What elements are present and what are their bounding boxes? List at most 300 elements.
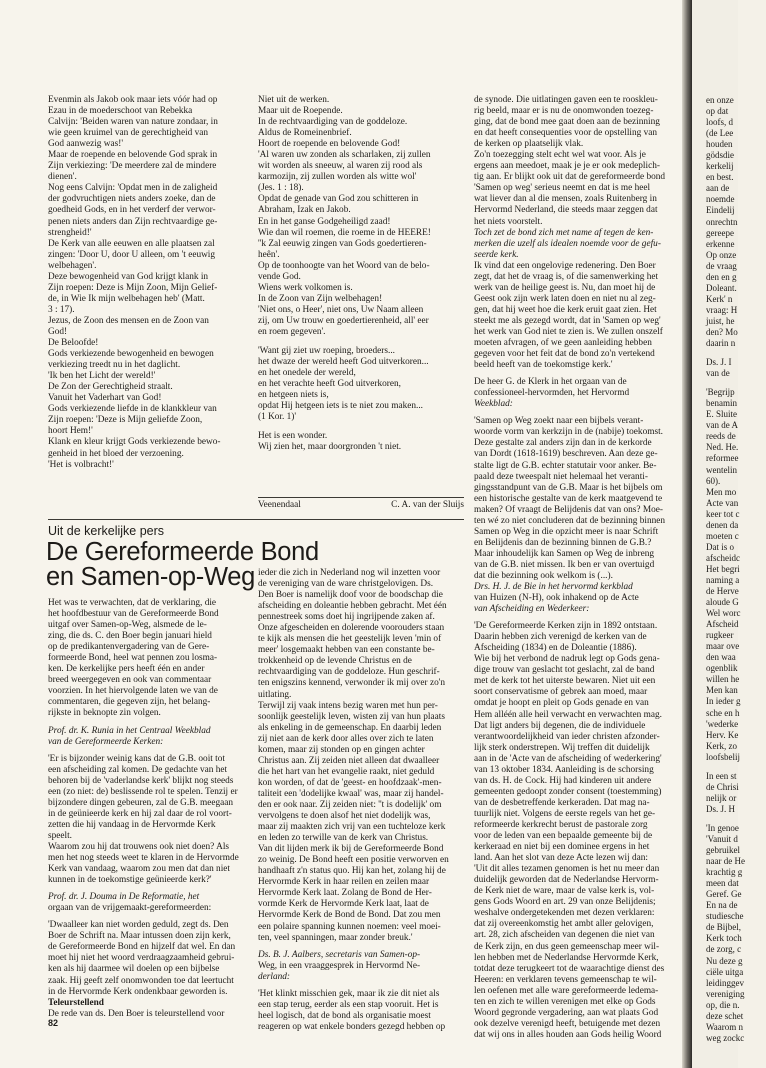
next-page-line: en best.: [706, 172, 734, 183]
text-line: Ds. B. J. Aalbers, secretaris van Samen-op-: [258, 949, 421, 960]
poem-line: In de rechtvaardiging van de goddeloze.: [258, 117, 408, 128]
text-line: de Gereformeerde Bond en hijzelf dat wel. En dan: [48, 942, 236, 953]
text-line: len hebben met de Nederlandse Hervormde Kerk,: [474, 952, 659, 963]
poem-line: Calvijn: 'Beiden waren van nature zondaar, in: [48, 117, 218, 128]
text-line: commentaren, die gegeven zijn, het belang-: [48, 697, 211, 708]
poem-line: De Zon der Gerechtigheid straalt.: [48, 382, 173, 393]
poem-line: Op de toonhoogte van het Woord van de belo-: [258, 260, 430, 271]
next-page-line: Waarom n: [706, 1021, 744, 1032]
text-line: reageren op wat enkele bonders gezegd hebben op: [258, 1021, 446, 1032]
text-line: Maar inhoudelijk kan Samen op Weg de inbreng: [474, 548, 655, 559]
next-page-line: juist, he: [706, 315, 735, 326]
text-line: het niets voorstelt.: [474, 216, 543, 227]
text-line: moeten afvragen, of we geen aanleiding hebben: [474, 338, 652, 349]
next-page-line: Ned. He.: [706, 442, 739, 453]
text-line: Afscheiding (1834) en de Doleantie (1886).: [474, 643, 637, 654]
poem-line: ''k Zal eeuwig zingen van Gods goedertieren-: [258, 238, 427, 249]
next-page-line: studiesche: [706, 911, 744, 922]
text-line: 'Er is bijzonder weinig kans dat de G.B. ooit tot: [48, 753, 225, 764]
next-page-line: willen he: [706, 674, 740, 685]
text-line: steekt me als gezegd wordt, dat in 'Samen op weg': [474, 315, 661, 326]
poem-line: wie geen kruimel van de gerechtigheid van: [48, 128, 209, 139]
text-line: Deze gestalte zal anders zijn dan in de kerkorde: [474, 438, 652, 449]
text-line: Weg, in een vraaggesprek in Hervormd Ne-: [258, 960, 421, 971]
poem-line: Aldus de Romeinenbrief.: [258, 128, 352, 139]
next-page-line: reeds de: [706, 431, 736, 442]
poem-line: (1 Kor. 1)': [258, 412, 297, 423]
next-page-line: [706, 763, 766, 771]
poem-line: 'Ik ben het Licht der wereld!': [48, 371, 156, 382]
text-line: lijk sterk onderstrepen. Wij treffen dit duidelijk: [474, 742, 650, 753]
poem-line: Vanuit het Vaderhart van God!: [48, 393, 162, 404]
headline-line-2: en Samen-op-Weg: [46, 563, 256, 591]
text-line: duidelijk geworden dat de Nederlandse Hervorm-: [474, 875, 659, 886]
text-line: voor de leden van een bepaalde gemeente bij de: [474, 831, 653, 842]
text-line: te kijk als mensen die het geestelijk leven 'min of: [258, 634, 442, 645]
text-line: de kerken op plaatselijk vlak.: [474, 139, 584, 150]
poem-line: Niet uit de werken.: [258, 95, 330, 105]
text-line: Christus aan. Zij zeiden niet alleen dat dwaalleer: [258, 755, 440, 766]
next-page-line: leidinggev: [706, 977, 744, 988]
poem-line: Opdat de genade van God zou schitteren in: [258, 194, 419, 205]
poem-line: Wie dan wil roemen, die roeme in de HEERE!: [258, 227, 431, 238]
text-line: van Huizen (N-H), ook inhakend op de Acte: [474, 593, 639, 604]
next-page-line: maar ove: [706, 641, 740, 652]
text-line: en Belijdenis dan de bezinning binnen de G.B.?: [474, 537, 652, 548]
text-line: zetten die hij vandaag in de Hervormde Kerk: [48, 819, 216, 830]
next-page-line: Afscheid: [706, 619, 739, 630]
text-line: gen, dat hij weet hoe die kerk eruit gaat zien. Het: [474, 304, 657, 315]
text-line: vormde Kerk de Hervormde Kerk laat, laat de: [258, 899, 429, 910]
text-line: Hervormde Kerk de Bond de Bond. Dat zou men: [258, 910, 441, 921]
text-line: van de G.B. niet missen. Ik ben er van overtuigd: [474, 559, 655, 570]
text-line: Drs. H. J. de Bie in het hervormd kerkblad: [474, 582, 633, 593]
text-line: van Afscheiding en Wederkeer:: [474, 604, 590, 615]
text-line: Prof. dr. K. Runia in het Centraal Weekblad: [48, 725, 211, 736]
next-page-line: noemde: [706, 194, 735, 205]
text-line: beeld heeft van de toekomstige kerk.': [474, 360, 613, 371]
next-page-line: Op onze: [706, 249, 737, 260]
next-page-line: [706, 815, 766, 823]
next-page-line: erkenne: [706, 238, 735, 249]
next-page-line: 'wederke: [706, 718, 739, 729]
text-line: en leden zo terwille van de kerk van Christus.: [258, 833, 429, 844]
text-line: art. 28, zich afscheiden van degenen die niet van: [474, 930, 655, 941]
text-line: ken als hij daarmee wil doelen op een bijbelse: [48, 964, 220, 975]
text-line: de Kerk niet de ware, maar de valse kerk is, vol-: [474, 886, 655, 897]
headline-line-1: De Gereformeerde Bond: [46, 538, 319, 566]
next-page-line: deze schet: [706, 1010, 744, 1021]
text-line: dat wij ons in alles houden aan Gods heilig Woord: [474, 1029, 662, 1040]
text-line: wat liever dan al die mensen, zoals Ruitenberg in: [474, 194, 657, 205]
next-page-line: Kerk, zo: [706, 740, 737, 751]
next-page-line: kerkelij: [706, 161, 734, 172]
text-line: paald deze tweespalt niet helemaal het veranti-: [474, 471, 648, 482]
text-line: uitlating.: [258, 689, 292, 700]
article-column-middle: [258, 568, 464, 1033]
poem-line: en het verachte heeft God uitverkoren,: [258, 379, 402, 390]
poem-signoff: [258, 500, 464, 511]
poem-line: genheid in het bloed der verzoening.: [48, 448, 184, 459]
next-page-line: vereniging: [706, 988, 745, 999]
poem-line: goedheid Gods, en in het verderf der verwor-: [48, 205, 216, 216]
text-line: dat die bezinning ook welkom is (...).: [474, 570, 613, 581]
next-page-line: Het begri: [706, 563, 740, 574]
next-page-line: daarin n: [706, 338, 736, 349]
poem-line: In de Zoon van Zijn welbehagen!: [258, 293, 383, 304]
poem-line: Zijn verkiezing: 'De meerdere zal de mindere: [48, 161, 217, 172]
text-line: totdat deze terugkeert tot de waarachtige dienst des: [474, 963, 665, 974]
text-line: kunnen in de toekomstige geünieerde kerk?': [48, 875, 212, 886]
text-line: de vereniging van de ware christgelovigen. Ds.: [258, 579, 434, 590]
poem-line: 'Niet ons, o Heer', niet ons, Uw Naam alleen: [258, 304, 424, 315]
next-page-line: ogenblik: [706, 663, 738, 674]
text-line: Teleurstellend: [48, 997, 104, 1008]
next-page-line: In een st: [706, 770, 737, 781]
text-line: het werk van God niet te zien is. We zullen onszelf: [474, 326, 663, 337]
text-line: van de Gereformeerde Kerken:: [48, 736, 164, 747]
next-page-line: gebruikel: [706, 845, 740, 856]
text-line: heel logisch, dat de bond als organisatie moest: [258, 1010, 431, 1021]
poem-line: Deze bewogenheid van God krijgt klank in: [48, 271, 209, 282]
next-page-line: Doleant.: [706, 282, 737, 293]
next-page-line: In ieder g: [706, 696, 741, 707]
text-line: als enkeling in de gemeenschap. En daarbij leden: [258, 722, 442, 733]
next-page-line: de vraag: [706, 260, 737, 271]
text-line: rechtvaardiging van de goddeloze. Hun geschrif-: [258, 667, 440, 678]
text-line: trokkenheid op de levende Christus en de: [258, 656, 412, 667]
text-line: een afscheiding zal komen. De gedachte van het: [48, 764, 228, 775]
text-line: den er ook naar. Zij zeiden niet: ''t is dodelijk' om: [258, 799, 442, 810]
text-line: handhaaft z'n status quo. Hij kan het, zolang hij de: [258, 866, 446, 877]
next-page-line: naming a: [706, 574, 740, 585]
text-line: van 13 oktober 1834. Aanleiding is de schorsing: [474, 764, 654, 775]
next-page-line: aloude G: [706, 597, 739, 608]
poem-line: Gods verkiezende liefde in de klankkleur van: [48, 404, 217, 415]
text-line: afscheiding en doleantie hebben gebracht. Met één: [258, 601, 447, 612]
text-line: seerde kerk.: [474, 249, 519, 260]
text-line: ging, dat de bond mee gaat doen aan de bezinning: [474, 117, 660, 128]
next-page-line: moeten c: [706, 530, 739, 541]
text-line: De heer G. de Klerk in het orgaan van de: [474, 377, 627, 388]
poem-line: Zijn roepen: 'Deze is Mijn geliefde Zoon,: [48, 415, 203, 426]
text-line: ten, veel spanningen, maar zonder breuk.': [258, 932, 413, 943]
text-line: maken? Of vraagt de Belijdenis dat van ons? Moe-: [474, 504, 663, 515]
text-line: zij niet aan de kerk door alles over zich te laten: [258, 733, 434, 744]
next-page-edge: [692, 0, 745, 1068]
next-page-line: weg zockc: [706, 1032, 745, 1043]
text-line: weshalve ondergetekenden met dezen verklaren:: [474, 908, 655, 919]
text-line: een stap terug, eerder als een stap vooruit. Het is: [258, 999, 439, 1010]
text-line: werk van de heilige geest is. Nu, dan moet hij de: [474, 282, 656, 293]
text-line: moet hij niet het woord verdraagzaamheid gebrui-: [48, 953, 235, 964]
next-page-column: [706, 95, 766, 1044]
text-line: len oefenen met alle ware gereformeerde ledema-: [474, 985, 659, 996]
text-line: rig beeld, maar er is nu de onomwonden toezeg-: [474, 106, 654, 117]
poem-line: Maar de roepende en belovende God sprak in: [48, 150, 218, 161]
poem-line: Abraham, Izak en Jakob.: [258, 205, 351, 216]
text-line: ten wé zo niet concluderen dat de bezinning binnen: [474, 515, 666, 526]
next-page-line: loofs, d: [706, 117, 733, 128]
next-page-line: van de A: [706, 420, 738, 431]
text-line: Heeren: en verklaren tevens gemeenschap te wil-: [474, 974, 657, 985]
text-line: Boer de Schrift na. Maar intussen doen zijn kerk,: [48, 931, 231, 942]
next-page-line: denen da: [706, 519, 739, 530]
poem-line: Hoort de roepende en belovende God!: [258, 139, 401, 150]
next-page-line: keer tot c: [706, 508, 740, 519]
text-line: merken die uzelf als idealen noemde voor de gefu-: [474, 238, 661, 249]
text-line: orgaan van de vrijgemaakt-gereformeerden:: [48, 903, 212, 914]
text-line: Het was te verwachten, dat de verklaring, die: [48, 598, 217, 608]
next-page-line: de Herve: [706, 586, 739, 597]
next-page-line: 'In genoe: [706, 822, 739, 833]
text-line: een polaire spanning kunnen noemen: veel moei-: [258, 921, 441, 932]
text-line: in de geünieerde kerk en hij zal daar de rol voort-: [48, 808, 232, 819]
next-page-line: op dat: [706, 106, 729, 117]
text-line: op de predikantenvergadering van de Gere-: [48, 642, 210, 653]
poem-line: zingen: 'Door U, door U alleen, om 't eeuwig: [48, 249, 216, 260]
text-line: ten enigszins kennend, verwonder ik mij over zo'n: [258, 678, 446, 689]
next-page-line: gödsdie: [706, 150, 734, 161]
text-line: van de desbetreffende kerkeraden. Dat mag na-: [474, 797, 650, 808]
next-page-line: den waa: [706, 652, 736, 663]
next-page-line: van de: [706, 368, 730, 379]
text-line: Dat ligt anders bij degenen, die de individuele: [474, 720, 646, 731]
text-line: Terwijl zij vaak intens bezig waren met hun per-: [258, 700, 438, 711]
text-line: De rede van ds. Den Boer is teleurstellend voor: [48, 1008, 225, 1019]
text-line: Ik vind dat een ongelovige redenering. Den Boer: [474, 260, 656, 271]
poem-line: dienen'.: [48, 172, 77, 183]
poem-line: 'Al waren uw zonden als scharlaken, zij zullen: [258, 150, 431, 161]
poem-line: Nog eens Calvijn: 'Opdat men in de zaligheid: [48, 183, 218, 194]
poem-line: Ezau in de moederschoot van Rebekka: [48, 106, 193, 117]
text-line: 'Het klinkt misschien gek, maar ik zie dit niet als: [258, 988, 440, 999]
text-line: Wie bij het verbond de nadruk legt op Gods gena-: [474, 654, 660, 665]
poem-line: De Kerk van alle eeuwen en alle plaatsen zal: [48, 238, 215, 249]
next-page-line: gereepe: [706, 227, 734, 238]
text-line: woorde vorm van kerkzijn in de (nabije) toekomst.: [474, 427, 663, 438]
text-line: derland:: [258, 971, 291, 982]
text-line: Hervormde Kerk in haar reilen en zeilen maar: [258, 877, 430, 888]
next-page-line: Wel worc: [706, 608, 741, 619]
next-page-line: houden: [706, 139, 733, 150]
text-line: gens Gods Woord en art. 29 van onze Belijdenis;: [474, 897, 656, 908]
next-page-line: de Bijbel,: [706, 922, 741, 933]
poem-line: Evenmin als Jakob ook maar iets vóór had op: [48, 95, 218, 105]
next-page-line: meen dat: [706, 878, 739, 889]
text-line: van ds. H. de Cock. Hij had kinderen uit andere: [474, 775, 652, 786]
poem-line: en hetgeen niets is,: [258, 390, 329, 401]
poem-line: verkiezing treedt nu in het daglicht.: [48, 360, 181, 371]
next-page-line: loofsbelij: [706, 751, 740, 762]
text-line: gingsstandpunt van de G.B. Maar is het bijbels om: [474, 482, 663, 493]
poem-line: welbehagen'.: [48, 260, 97, 271]
next-page-line: sche en h: [706, 707, 740, 718]
poem-line: 'Het is volbracht!': [48, 459, 114, 470]
text-line: 'Dwaalleer kan niet worden geduld, zegt ds. Den: [48, 920, 229, 931]
text-line: Onze afgescheiden en dolerende voorouders staan: [258, 623, 445, 634]
text-line: vervolgens te doen alsof het niet dodelijk was,: [258, 811, 431, 822]
next-page-line: den? Mo: [706, 326, 738, 337]
article-column-right: [474, 95, 680, 1041]
text-line: in de Hervormde Kerk ondenkbaar geworden is.: [48, 986, 228, 997]
next-page-line: Ds. J. H: [706, 803, 736, 814]
page-number: 82: [48, 1018, 59, 1028]
text-line: behoren bij de 'vaderlandse kerk' blijkt nog steeds: [48, 775, 234, 786]
next-page-line: de Chrisi: [706, 781, 739, 792]
text-line: formeerde Bond, heel wat pennen zou losma-: [48, 653, 218, 664]
next-page-line: afscheidc: [706, 552, 740, 563]
poem-line: het dwaze der wereld heeft God uitverkoren...: [258, 357, 429, 368]
text-line: omdat je hoopt en pleit op Gods genade en van: [474, 698, 649, 709]
next-page-line: ciële uitga: [706, 966, 744, 977]
text-line: ten en zich te willen verenigen met elke op Gods: [474, 996, 656, 1007]
poem-line: wit worden als sneeuw, al waren zij rood als: [258, 161, 423, 172]
text-line: gemeenten gedoopt zonder consent (toestemming): [474, 786, 662, 797]
text-line: Daarin hebben zich verenigd de kerken van de: [474, 632, 647, 643]
text-line: met de kerk tot het uiterste bewaren. Niet uit een: [474, 676, 656, 687]
next-page-line: de zorg, c: [706, 944, 742, 955]
text-line: soonlijk geestelijk leven, wisten zij van hun plaats: [258, 711, 445, 722]
next-page-line: wentelin: [706, 464, 737, 475]
text-line: Hem alléén alle heil verwacht en verwachten mag.: [474, 709, 662, 720]
poem-line: Maar uit de Roepende.: [258, 106, 343, 117]
next-page-line: benamin: [706, 398, 737, 409]
next-page-line: Eindelij: [706, 205, 735, 216]
poem-line: God aanwezig was!': [48, 139, 123, 150]
poem-line: der godvruchtigen niets anders zoeke, dan de: [48, 194, 216, 205]
text-line: meer' losgemaakt hebben van een constante be-: [258, 645, 435, 656]
text-line: Hervormd Nederland, die steeds maar zeggen dat: [474, 205, 658, 216]
text-line: Woord gegronde vergadering, aan wat plaats God: [474, 1007, 659, 1018]
poem-line: Klank en kleur krijgt Gods verkiezende bewo-: [48, 437, 221, 448]
text-line: zaak. Hij geeft zelf onomwonden toe dat leertucht: [48, 975, 234, 986]
next-page-line: 'Begrijp: [706, 387, 735, 398]
poem-line: De Beloofde!: [48, 338, 99, 349]
poem-line: Zijn roepen: Deze is Mijn Zoon, Mijn Gelief-: [48, 282, 218, 293]
signoff-rule: [258, 497, 464, 498]
text-line: aan in de 'Acte van de afscheiding of wederkering': [474, 753, 662, 764]
text-line: 'Samen op weg' serieus neemt en dat is me heel: [474, 183, 651, 194]
text-line: ken. De kerkelijke pers heeft één en ander: [48, 664, 205, 675]
poem-line: 'Want gij ziet uw roeping, broeders...: [258, 346, 395, 357]
poem-line: opdat Hij hetgeen iets is te niet zou maken...: [258, 401, 423, 412]
text-line: dige trouw van geslacht tot geslacht, zal de band: [474, 665, 655, 676]
text-line: Hervormde Kerk laat. Zolang de Bond de Her-: [258, 888, 432, 899]
next-page-line: Herv. Ke: [706, 729, 739, 740]
text-line: Geest ook zijn werk laten doen en niet nu al zeg-: [474, 293, 656, 304]
text-line: Kerk van vandaag, waarom zou men dat dan niet: [48, 864, 230, 875]
next-page-line: Geref. Ge: [706, 889, 742, 900]
next-page-line: Ds. J. I: [706, 357, 732, 368]
text-line: Toch zet de bond zich met name af tegen de ken-: [474, 227, 654, 238]
next-page-line: Nu deze g: [706, 955, 743, 966]
text-line: de synode. Die uitlatingen gaven een te rooskleu-: [474, 95, 658, 105]
text-line: het hoofdbestuur van de Gereformeerde Bond: [48, 609, 219, 620]
poem-line: hoort Hem!': [48, 426, 93, 437]
text-line: ieder die zich in Nederland nog wil inzetten voor: [258, 568, 441, 578]
next-page-line: (de Lee: [706, 128, 734, 139]
text-line: uitgaf over Samen-op-Weg, alsmede de le-: [48, 620, 207, 631]
text-line: zegt, dat het de vraag is, of die samenwerking het: [474, 271, 659, 282]
poem-line: En in het ganse Godgeheiligd zaad!: [258, 216, 391, 227]
text-line: de Kerk zijn, en dus geen gemeenschap meer wil-: [474, 941, 660, 952]
poem-line: de, in Wie Ik mijn welbehagen heb' (Matt.: [48, 293, 205, 304]
next-page-line: nelijk or: [706, 792, 737, 803]
next-page-line: naar de He: [706, 856, 745, 867]
text-line: 'De Gereformeerde Kerken zijn in 1892 ontstaan.: [474, 621, 658, 632]
poem-line: karmozijn, zij zullen worden als witte wol': [258, 172, 417, 183]
text-line: Zo'n toezegging stelt echt wel wat voor. Als je: [474, 150, 646, 161]
text-line: soort conservatisme of gebrek aan moed, maar: [474, 687, 648, 698]
text-line: Waarom zou hij dat trouwens ook niet doen? Als: [48, 841, 230, 852]
next-page-line: reformee: [706, 453, 739, 464]
book-gutter: [682, 0, 692, 1068]
text-line: 'Samen op Weg zoekt naar een bijbels verant-: [474, 416, 644, 427]
text-line: Prof. dr. J. Douma in De Reformatie, het: [48, 892, 200, 903]
poem-line: Wiens werk volkomen is.: [258, 282, 353, 293]
poem-column-left: [48, 95, 248, 471]
text-line: men het nog steeds weet te klaren in de Hervormde: [48, 853, 239, 864]
next-page-line: vraag: H: [706, 304, 738, 315]
text-line: reformeerde kerkrecht berust de pastorale zorg: [474, 820, 648, 830]
next-page-line: op, die n.: [706, 999, 740, 1010]
text-line: breed weergegeven en ook van commentaar: [48, 675, 212, 686]
text-line: en dat heeft consequenties voor de opstelling van: [474, 128, 658, 139]
text-line: stalte ligt de G.B. echter statutair voor anker. Be-: [474, 460, 657, 471]
text-line: zo weinig. De Bond heeft een positie verworven en: [258, 855, 449, 866]
text-line: voorzien. In het hiervolgende laten we van de: [48, 686, 218, 697]
poem-column-middle: [258, 95, 464, 453]
poem-line: (Jes. 1 : 18).: [258, 183, 304, 194]
text-line: confessioneel-hervormden, het Hervormd: [474, 388, 630, 399]
poem-line: zij, om Uw trouw en goedertierenheid, all' eer: [258, 315, 429, 326]
signoff-place: Veenendaal: [258, 500, 301, 510]
next-page-line: 'Vanuit d: [706, 834, 738, 844]
article-column-left: [48, 598, 250, 1020]
text-line: maar zij maakten zich vrij van een tuchteloze kerk: [258, 822, 446, 833]
text-line: Weekblad:: [474, 399, 513, 410]
signoff-author: C. A. van der Sluijs: [391, 500, 464, 510]
text-line: dat zij overeenkomstig het ambt aller gelovigen,: [474, 919, 654, 930]
text-line: een (zo niet: de) beslissende rol te spelen. Tenzij er: [48, 786, 238, 797]
text-line: gegeven voor het feit dat de bond zo'n vertekend: [474, 349, 655, 360]
text-line: bijzondere dingen gebeuren, zal de G.B. meegaan: [48, 797, 234, 808]
next-page-line: Acte van: [706, 497, 739, 508]
text-line: Van dit lijden merk ik bij de Gereformeerde Bond: [258, 844, 444, 855]
text-line: Den Boer is namelijk doof voor de boodschap die: [258, 590, 443, 601]
next-page-line: krachtig g: [706, 867, 743, 878]
text-line: verantwoordelijkheid van ieder christen afzonder-: [474, 731, 660, 742]
next-page-line: En na de: [706, 900, 738, 911]
text-line: komen, maar zij stonden op en gingen achter: [258, 744, 425, 755]
text-line: zing, die ds. C. den Boer begin januari hield: [48, 631, 212, 642]
text-line: tig aan. Er blijkt ook uit dat de gereformeerde bond: [474, 172, 666, 183]
next-page-line: en onze: [706, 95, 734, 105]
poem-line: [258, 423, 464, 431]
next-page-line: 60).: [706, 475, 721, 486]
poem-line: heên'.: [258, 249, 280, 260]
text-line: speelt.: [48, 830, 73, 841]
poem-line: strengheid!': [48, 227, 92, 238]
poem-line: en het onedele der wereld,: [258, 368, 356, 379]
next-page-line: Kerk toch: [706, 933, 742, 944]
next-page-line: E. Sluite: [706, 409, 737, 420]
text-line: 'Uit dit alles tezamen genomen is het nu meer dan: [474, 864, 660, 875]
poem-line: Wij zien het, maar doorgronden 't niet.: [258, 442, 402, 453]
text-line: kerkeraad en niet bij een dominee ergens in het: [474, 842, 650, 853]
next-page-line: [706, 379, 766, 387]
